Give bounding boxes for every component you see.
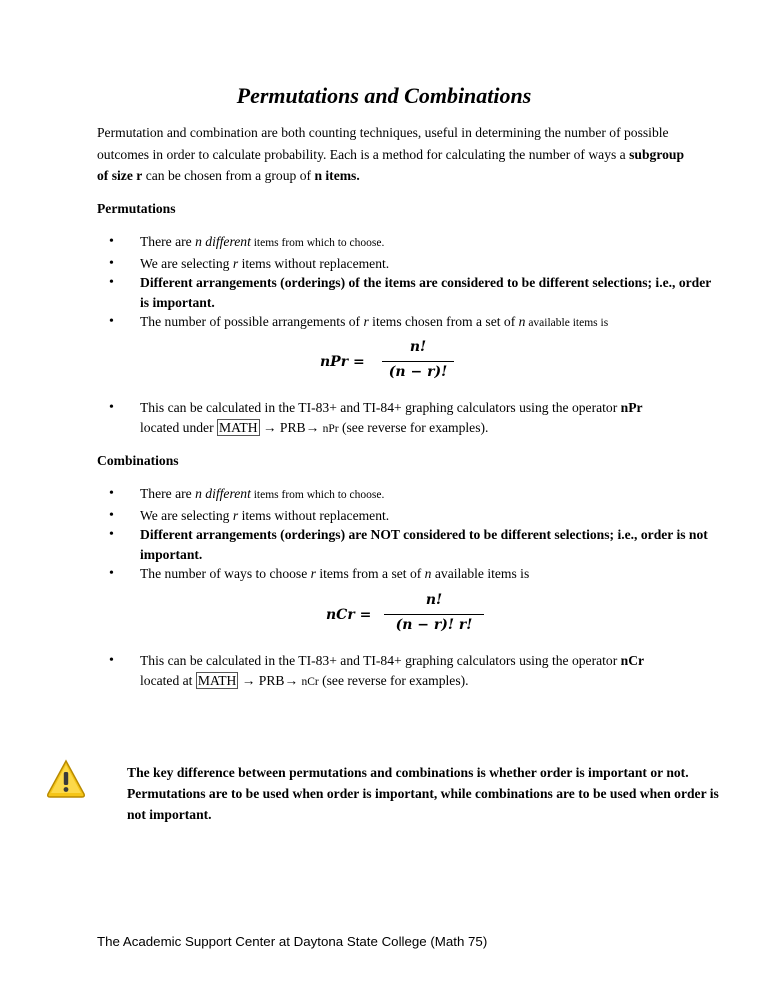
emphasis: r	[310, 566, 316, 581]
list-item	[97, 254, 712, 274]
operator: nCr	[620, 653, 645, 668]
text: → PRB→	[259, 419, 323, 435]
formula-numerator: n!	[409, 339, 427, 355]
emphasis: n different	[195, 486, 251, 501]
operator: nPr	[620, 400, 643, 415]
formula-denominator: (n − r)!	[388, 364, 448, 380]
text: located under	[140, 419, 217, 435]
text: items without replacement.	[238, 507, 390, 523]
permutations-heading: Permutations	[97, 201, 176, 216]
intro-paragraph	[97, 122, 697, 187]
bold-text: Different arrangements (orderings) are NOT considered to be different selections; i.e., order is not important.	[140, 527, 708, 562]
footer: The Academic Support Center at Daytona State College (Math 75)	[97, 934, 488, 949]
text: → PRB→	[238, 672, 302, 688]
emphasis: n different	[195, 234, 251, 249]
text: The number of ways to choose	[140, 566, 311, 581]
list-item	[97, 484, 712, 506]
fraction-bar	[382, 361, 454, 362]
emphasis: r	[232, 255, 239, 271]
text: items chosen from a set of	[368, 314, 519, 329]
list-item	[97, 564, 712, 584]
formula-denominator: (n − r)! r!	[395, 617, 473, 633]
text: items from which to choose.	[250, 237, 385, 249]
formula-lhs: nCr =	[326, 607, 372, 623]
text: (see reverse for examples).	[338, 419, 489, 435]
text: nPr	[322, 422, 339, 435]
page-title: Permutations and Combinations	[236, 83, 532, 108]
text: nCr	[301, 675, 319, 688]
list-item	[97, 651, 712, 692]
combinations-list-2	[97, 651, 712, 692]
emphasis: n	[424, 566, 432, 581]
text: available items is	[431, 566, 530, 581]
text: items without replacement.	[238, 255, 390, 271]
intro-text-2: can be chosen from a group of	[142, 168, 315, 183]
emphasis: r	[232, 507, 239, 523]
text: items from a set of	[315, 566, 425, 581]
text: items from which to choose.	[250, 489, 385, 501]
key-difference-note: The key difference between permutations and combinations is whether order is important or not. Permutations are to be used when order is important, while combinations are to be used when order is not important.	[127, 765, 719, 822]
list-item	[97, 506, 712, 526]
text: located at	[140, 672, 196, 688]
list-item	[97, 273, 712, 312]
text: The number of possible arrangements of	[140, 314, 364, 329]
text: We are selecting	[140, 507, 233, 523]
combinations-list	[97, 484, 712, 584]
formula-lhs: nPr =	[320, 354, 365, 370]
permutations-list	[97, 232, 712, 334]
bold-text: Different arrangements (orderings) of the items are considered to be different selections; i.e., order is important.	[140, 275, 712, 310]
emphasis: r	[363, 314, 369, 329]
intro-bold-2: n items.	[314, 168, 360, 183]
warning-triangle-icon	[46, 759, 86, 799]
math-key: MATH	[219, 419, 258, 435]
text: There are	[140, 486, 196, 501]
text: This can be calculated in the TI-83+ and TI-84+ graphing calculators using the operator	[140, 400, 621, 415]
text: This can be calculated in the TI-83+ and TI-84+ graphing calculators using the operator	[140, 653, 621, 668]
list-item	[97, 525, 712, 564]
text: We are selecting	[140, 255, 233, 271]
intro-bold-1: subgroup of size r	[97, 146, 685, 183]
emphasis: n	[518, 314, 526, 329]
math-key: MATH	[197, 672, 237, 688]
intro-text-1: Permutation and combination are both counting techniques, useful in determining the number of possible outcomes in order to calculate probability. Each is a method for calculating the number of ways a	[97, 125, 669, 162]
combinations-heading: Combinations	[97, 453, 179, 468]
text: available items is	[525, 317, 609, 329]
text: (see reverse for examples).	[318, 672, 469, 688]
list-item	[97, 312, 712, 334]
formula-numerator: n!	[425, 592, 443, 608]
list-item	[97, 398, 712, 439]
list-item	[97, 232, 712, 254]
permutations-list-2	[97, 398, 712, 439]
text: There are	[140, 234, 196, 249]
fraction-bar	[384, 614, 484, 615]
